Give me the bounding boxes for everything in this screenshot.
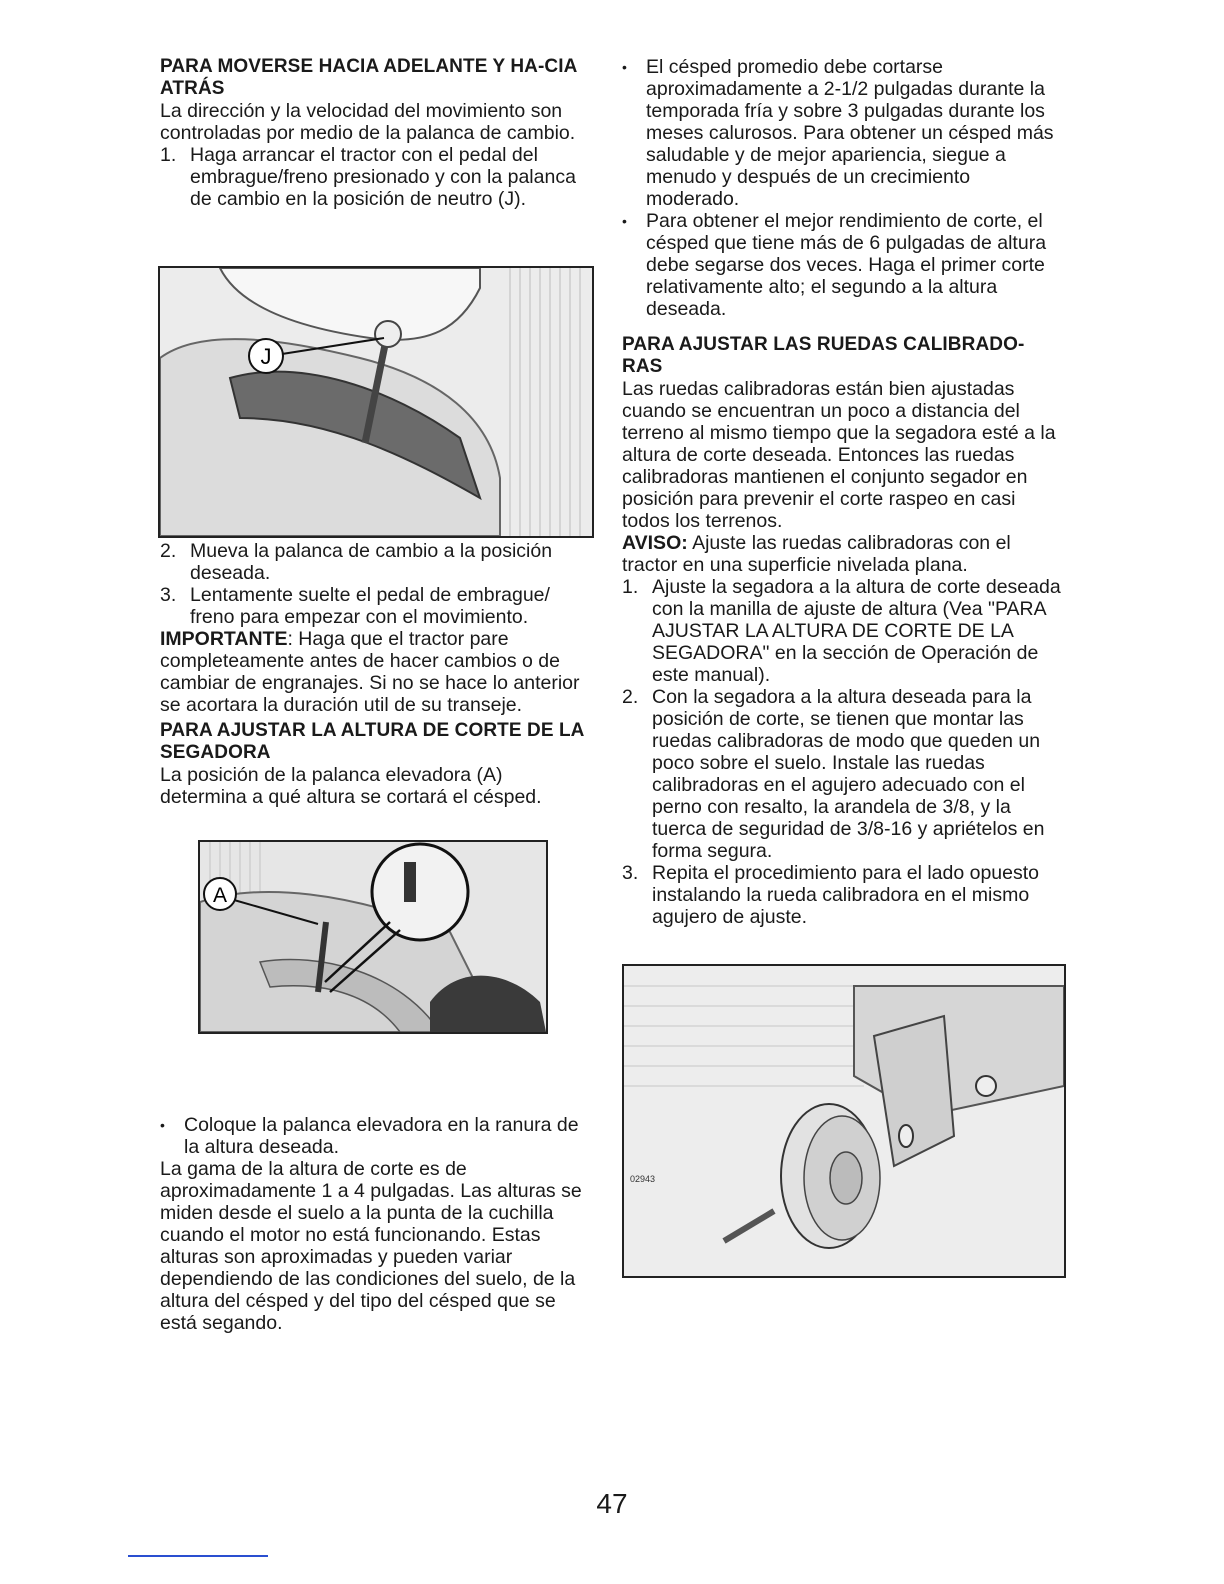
callout-j-label: J [260,344,272,369]
figure-shift-lever [158,266,594,538]
heading-move-forward-back: PARA MOVERSE HACIA ADELANTE Y HA-CIA ATRÁS [160,56,577,99]
left-column-mid [160,540,590,808]
page-number: 47 [596,1488,628,1519]
important-note [160,628,590,716]
figure-code: 02943 [630,1174,656,1184]
gauge-intro: Las ruedas calibradoras están bien ajustadas cuando se encuentran un poco a distancia del terreno al mismo tiempo que la segadora esté a la altura de corte deseada. Entonces las ruedas calibradoras mantienen el conjunto segador en posición para prevenir el corte raspeo en casi todos los terrenos. [622,378,1056,532]
important-text: : Haga que el tractor pare completeamente antes de hacer cambios o de cambiar de engranajes. Si no se hace lo anterior se acortara la duración util de su transeje. [160,628,580,716]
step-number: 3. [622,862,639,884]
bullet-marker: • [622,59,627,75]
gauge-step-3 [622,862,1062,928]
step-text: Haga arrancar el tractor con el pedal del embrague/freno presionado y con la palanca de cambio en la posición de neutro (J). [190,144,576,210]
grass-bullet-2 [622,210,1062,320]
aviso-note [622,532,1062,576]
heading-gauge-wheels: PARA AJUSTAR LAS RUEDAS CALIBRADO-RAS [622,334,1025,377]
aviso-label: AVISO: [622,532,688,554]
step-text: Ajuste la segadora a la altura de corte deseada con la manilla de ajuste de altura (Vea "PARA AJUSTAR LA ALTURA DE CORTE DE LA SEGADORA" en la sección de Operación de este manual). [652,576,1061,686]
move-step-3 [160,584,590,628]
figure-gauge-wheel [622,964,1066,1278]
bullet-text: El césped promedio debe cortarse aproximadamente a 2-1/2 pulgadas durante la temporada fría y sobre 3 pulgadas durante los meses calurosos. Para obtener un césped más saludable y de mejor apariencia, siegue a menudo y después de un crecimiento moderado. [646,56,1054,210]
bullet-text: Coloque la palanca elevadora en la ranura de la altura deseada. [184,1114,579,1158]
left-column-bottom [160,1114,590,1334]
move-step-2 [160,540,590,584]
step-text: Mueva la palanca de cambio a la posición deseada. [190,540,553,584]
step-number: 1. [160,144,177,166]
callout-a-label: A [212,884,228,907]
figure-lift-lever [198,840,548,1034]
step-number: 2. [160,540,177,562]
right-column [622,56,1062,928]
step-number: 3. [160,584,177,606]
gauge-step-2 [622,686,1062,862]
gauge-step-1 [622,576,1062,686]
left-column [160,56,590,210]
step-text: Lentamente suelte el pedal de embrague/ freno para empezar con el movimiento. [190,584,550,628]
cut-intro: La posición de la palanca elevadora (A) determina a qué altura se cortará el césped. [160,764,542,808]
bullet-text: Para obtener el mejor rendimiento de corte, el césped que tiene más de 6 pulgadas de altura debe segarse dos veces. Haga el primer corte relativamente alto; el segundo a la altura deseada. [646,210,1047,320]
lever-bullet [160,1114,590,1158]
footer-rule [128,1555,268,1557]
step-text: Con la segadora a la altura deseada para la posición de corte, se tienen que montar las ruedas calibradoras de modo que queden un poco sobre el suelo. Instale las ruedas calibradoras en el agujero adecuado con el perno con resalto, la arandela de 3/8, y la tuerca de seguridad de 3/8-16 y apriételos en forma segura. [652,686,1045,862]
step-text: Repita el procedimiento para el lado opuesto instalando la rueda calibradora en el mismo agujero de ajuste. [652,862,1040,928]
important-label: IMPORTANTE [160,628,288,650]
move-step-1 [160,144,590,210]
bullet-marker: • [160,1117,165,1133]
move-intro: La dirección y la velocidad del movimiento son controladas por medio de la palanca de cambio. [160,100,576,144]
cut-range-text: La gama de la altura de corte es de aproximadamente 1 a 4 pulgadas. Las alturas se miden desde el suelo a la punta de la cuchilla cuando el motor no está funcionando. Estas alturas son aproximadas y pueden variar dependiendo de las condiciones del suelo, de la altura del césped y del tipo del césped que se está segando. [160,1158,582,1334]
bullet-marker: • [622,213,627,229]
grass-bullet-1 [622,56,1062,210]
heading-cut-height: PARA AJUSTAR LA ALTURA DE CORTE DE LA SEGADORA [160,720,584,763]
aviso-text: Ajuste las ruedas calibradoras con el tractor en una superficie nivelada plana. [622,532,1011,576]
step-number: 2. [622,686,639,708]
step-number: 1. [622,576,639,598]
